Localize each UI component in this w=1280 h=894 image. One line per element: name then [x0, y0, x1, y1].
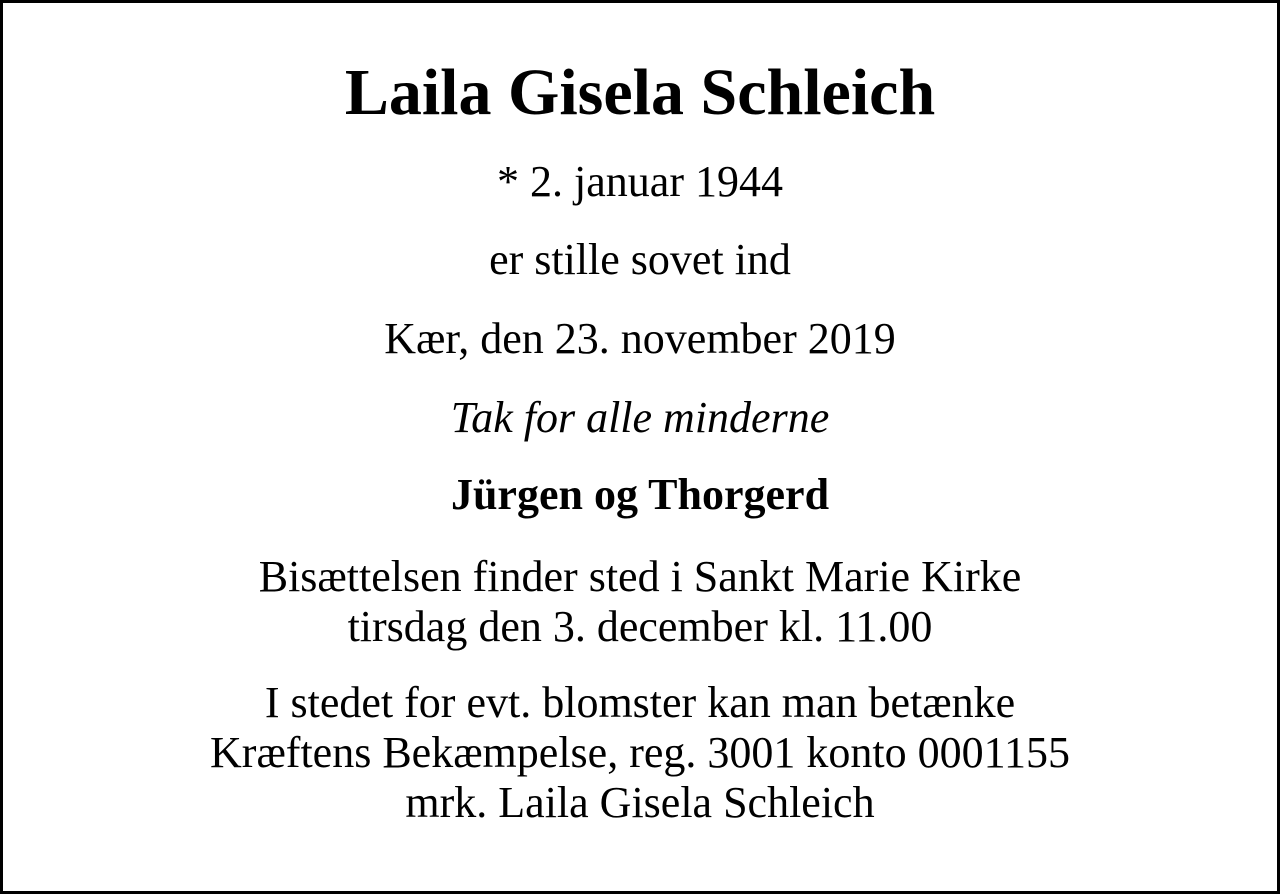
ceremony-line: Bisættelsen finder sted i Sankt Marie Kirke [258, 552, 1022, 601]
family-names: Jürgen og Thorgerd [450, 470, 830, 519]
donation-details [3, 678, 1277, 828]
place-and-date-of-death: Kær, den 23. november 2019 [384, 314, 896, 363]
ceremony-line: tirsdag den 3. december kl. 11.00 [347, 602, 933, 651]
donation-line: I stedet for evt. blomster kan man betænke [264, 678, 1016, 727]
ceremony-details [3, 552, 1277, 652]
donation-line: Kræftens Bekæmpelse, reg. 3001 konto 0001155 [210, 728, 1070, 777]
thanks-line: Tak for alle minderne [450, 393, 830, 442]
birth-date: * 2. januar 1944 [497, 157, 783, 206]
passed-away-text: er stille sovet ind [489, 235, 791, 284]
deceased-name: Laila Gisela Schleich [344, 56, 936, 129]
donation-line: mrk. Laila Gisela Schleich [405, 778, 875, 827]
